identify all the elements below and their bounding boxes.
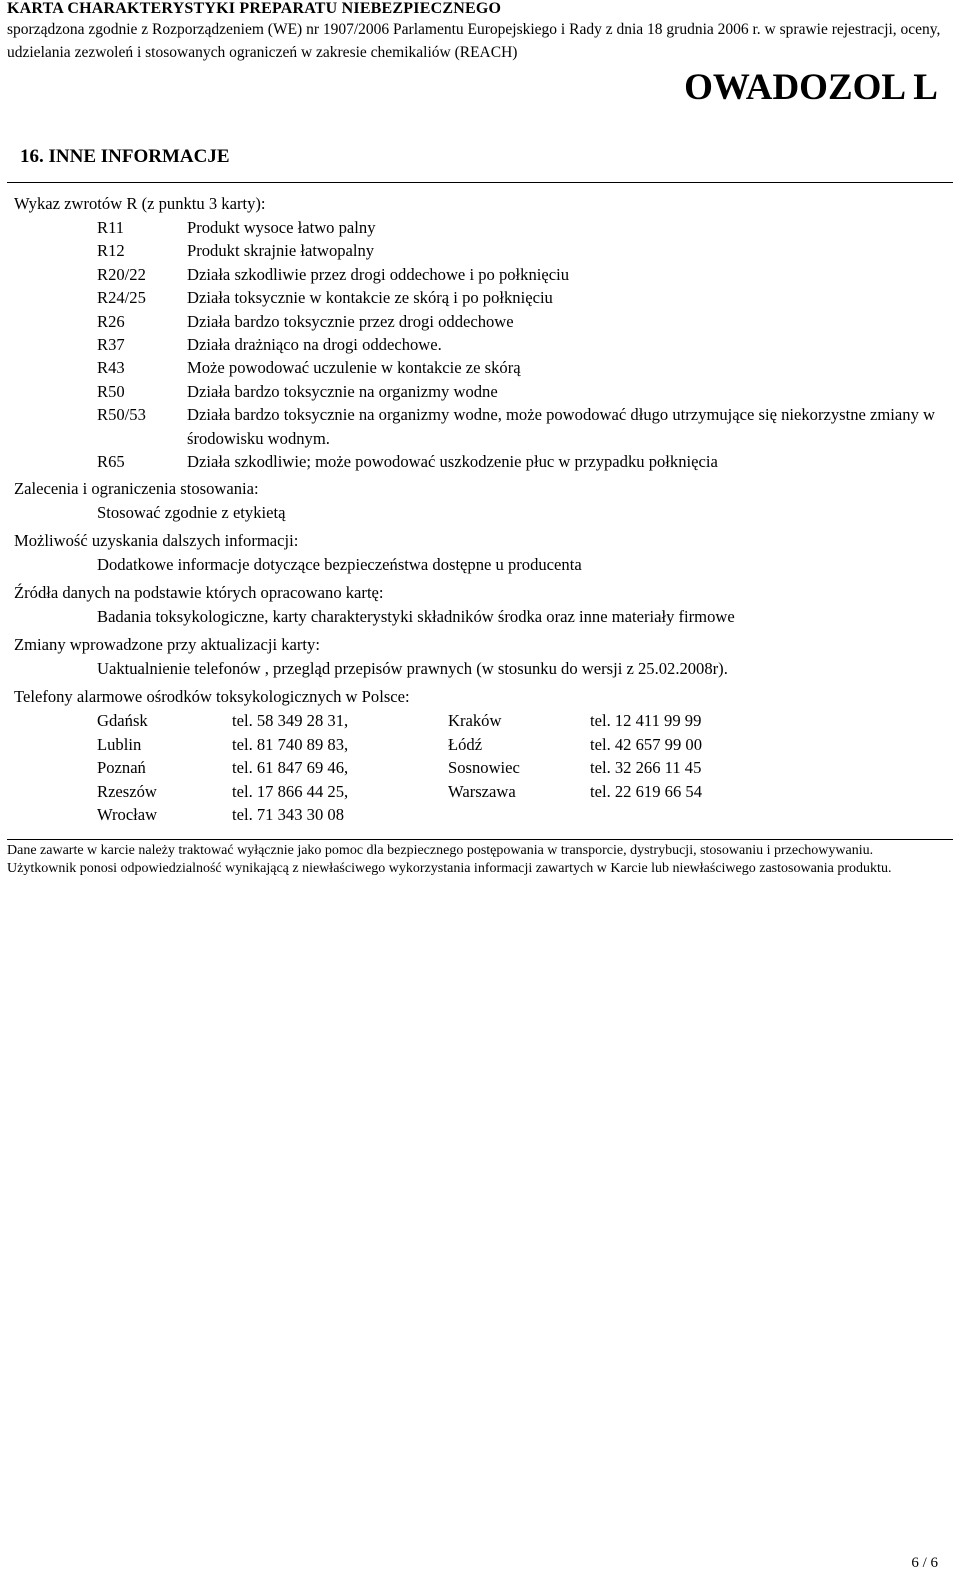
- r-phrase-text: Działa drażniąco na drogi oddechowe.: [187, 335, 442, 355]
- product-name: OWADOZOL L: [684, 67, 938, 108]
- phone-city: [448, 803, 590, 827]
- phone-city: Łódź: [448, 734, 483, 754]
- phone-number: tel. 61 847 69 46,: [232, 758, 349, 778]
- phone-city: Lublin: [97, 734, 142, 754]
- phone-row: [97, 780, 949, 804]
- recommendations-section: [14, 477, 949, 525]
- phones-section: [14, 685, 949, 827]
- r-phrase-text: Działa szkodliwie przez drogi oddechowe i po połknięciu: [187, 264, 569, 284]
- r-phrase-code: R24/25: [97, 288, 146, 308]
- phone-city: Sosnowiec: [448, 758, 520, 778]
- phone-city: Rzeszów: [97, 781, 157, 801]
- phone-number: tel. 42 657 99 00: [590, 734, 702, 754]
- phone-number: tel. 58 349 28 31,: [232, 711, 349, 731]
- r-phrase-row: [97, 356, 949, 379]
- r-phrase-row: [97, 286, 949, 309]
- section-heading: 16. INNE INFORMACJE: [20, 146, 230, 167]
- phone-number: tel. 17 866 44 25,: [232, 781, 349, 801]
- phone-number: tel. 22 619 66 54: [590, 781, 702, 801]
- phone-city: Warszawa: [448, 781, 516, 801]
- r-phrase-text: Produkt wysoce łatwo palny: [187, 218, 376, 237]
- section-content: [14, 192, 949, 827]
- phone-city: Wrocław: [97, 805, 158, 825]
- footer-divider: [7, 839, 953, 840]
- page-number: 6 / 6: [911, 1555, 938, 1571]
- further-info-section: [14, 529, 949, 577]
- r-phrase-code: R50/53: [97, 405, 146, 425]
- r-phrase-text: Działa bardzo toksycznie na organizmy wodne: [187, 381, 498, 401]
- r-phrase-code: R50: [97, 381, 125, 401]
- r-phrase-code: R65: [97, 452, 125, 472]
- further-info-title: Możliwość uzyskania dalszych informacji:: [14, 531, 299, 551]
- sources-section: [14, 581, 949, 629]
- phone-row: [97, 733, 949, 757]
- changes-section: [14, 633, 949, 681]
- r-phrase-text: Może powodować uczulenie w kontakcie ze skórą: [187, 358, 521, 378]
- document-header-title: KARTA CHARAKTERYSTYKI PREPARATU NIEBEZPIECZNEGO: [7, 0, 502, 17]
- r-phrases-title: Wykaz zwrotów R (z punktu 3 karty):: [14, 194, 266, 213]
- r-phrase-code: R11: [97, 218, 125, 237]
- r-phrase-code: R26: [97, 311, 125, 331]
- phone-row: [97, 803, 949, 827]
- r-phrase-row: [97, 403, 949, 450]
- phones-table: [97, 709, 949, 827]
- phones-title: Telefony alarmowe ośrodków toksykologicznych w Polsce:: [14, 687, 410, 707]
- section-divider: [7, 182, 953, 183]
- further-info-text: Dodatkowe informacje dotyczące bezpieczeństwa dostępne u producenta: [97, 555, 582, 575]
- r-phrase-text: Działa bardzo toksycznie na organizmy wodne, może powodować długo utrzymujące się niekorzystne zmiany w środowisku wodnym.: [187, 405, 936, 448]
- r-phrase-text: Działa bardzo toksycznie przez drogi oddechowe: [187, 311, 514, 331]
- phone-number: tel. 81 740 89 83,: [232, 734, 349, 754]
- r-phrase-code: R37: [97, 335, 125, 355]
- r-phrase-row: [97, 239, 949, 262]
- r-phrase-text: Działa szkodliwie; może powodować uszkodzenie płuc w przypadku połknięcia: [187, 452, 718, 472]
- r-phrase-row: [97, 380, 949, 403]
- changes-title: Zmiany wprowadzone przy aktualizacji karty:: [14, 635, 320, 655]
- phone-row: [97, 709, 949, 733]
- phone-city: Gdańsk: [97, 711, 148, 731]
- recommendations-title: Zalecenia i ograniczenia stosowania:: [14, 479, 259, 499]
- r-phrase-row: [97, 333, 949, 356]
- r-phrases-list: [97, 216, 949, 473]
- sources-text: Badania toksykologiczne, karty charakterystyki składników środka oraz inne materiały firmowe: [97, 607, 735, 627]
- r-phrase-row: [97, 450, 949, 473]
- phone-number: tel. 12 411 99 99: [590, 711, 702, 731]
- r-phrase-row: [97, 263, 949, 286]
- phone-number: tel. 71 343 30 08: [232, 805, 344, 825]
- phone-number: tel. 32 266 11 45: [590, 758, 702, 778]
- recommendations-text: Stosować zgodnie z etykietą: [97, 503, 286, 523]
- r-phrase-code: R43: [97, 358, 125, 378]
- phone-city: Kraków: [448, 711, 502, 731]
- r-phrase-row: [97, 310, 949, 333]
- disclaimer-text: Dane zawarte w karcie należy traktować wyłącznie jako pomoc dla bezpiecznego postępowania w transporcie, dystrybucji, stosowaniu i przechowywaniu. Użytkownik ponosi odpowiedzialność wynikającą z niewłaściwego wykorzystania informacji zawartych w Karcie lub niewłaściwego zastosowania produktu.: [7, 843, 892, 876]
- sources-title: Źródła danych na podstawie których opracowano kartę:: [14, 583, 384, 603]
- changes-text: Uaktualnienie telefonów , przegląd przepisów prawnych (w stosunku do wersji z 25.02.2008r).: [97, 659, 728, 679]
- phone-city: Poznań: [97, 758, 146, 778]
- r-phrase-code: R12: [97, 241, 125, 261]
- document-header-subtitle: sporządzona zgodnie z Rozporządzeniem (WE) nr 1907/2006 Parlamentu Europejskiego i Rady z dnia 18 grudnia 2006 r. w sprawie rejestracji, oceny, udzielania zezwoleń i stosowanych ograniczeń w zakresie chemikaliów (REACH): [7, 21, 941, 61]
- r-phrase-text: Działa toksycznie w kontakcie ze skórą i po połknięciu: [187, 288, 553, 308]
- r-phrase-text: Produkt skrajnie łatwopalny: [187, 241, 375, 261]
- phone-row: [97, 756, 949, 780]
- r-phrase-code: R20/22: [97, 264, 146, 284]
- r-phrase-row: [97, 216, 949, 239]
